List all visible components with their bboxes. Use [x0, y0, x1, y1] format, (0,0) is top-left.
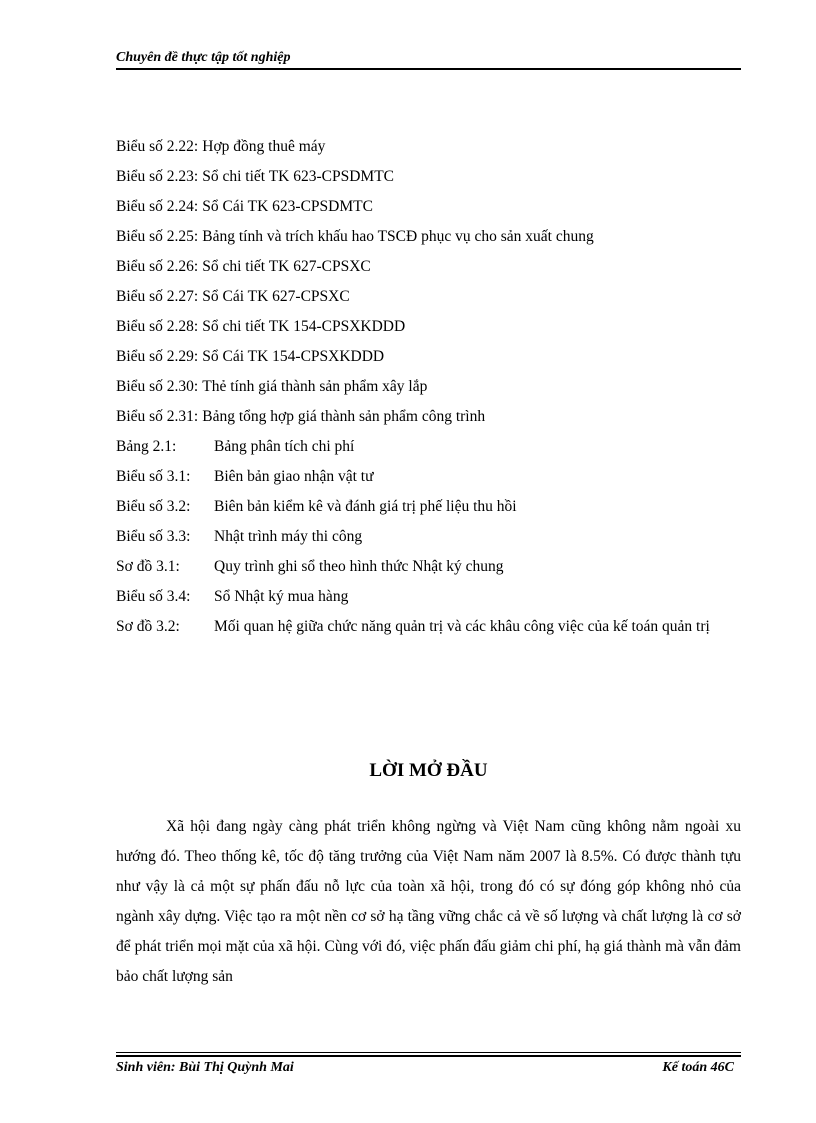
- list-item-text: Sổ chi tiết TK 154-CPSXKDDD: [202, 318, 406, 335]
- list-item-text: Bảng phân tích chi phí: [214, 438, 355, 455]
- list-item: [116, 372, 746, 402]
- footer-divider-thin: [116, 1052, 741, 1053]
- list-of-tables: [116, 132, 746, 642]
- list-item-text: Bảng tính và trích khấu hao TSCĐ phục vụ cho sản xuất chung: [202, 228, 594, 245]
- list-item: [116, 282, 746, 312]
- list-item-text: Sổ Nhật ký mua hàng: [214, 588, 349, 605]
- list-item-text: Sổ chi tiết TK 623-CPSDMTC: [202, 168, 395, 185]
- list-item: [116, 342, 746, 372]
- list-item-label: Sơ đồ 3.1:: [116, 558, 180, 575]
- list-item-text: Nhật trình máy thi công: [214, 528, 363, 545]
- list-item: [116, 462, 746, 492]
- list-item-text: Sổ Cái TK 623-CPSDMTC: [202, 198, 373, 215]
- footer-divider-thick: [116, 1055, 741, 1057]
- list-item: [116, 252, 746, 282]
- list-item: [116, 132, 746, 162]
- intro-paragraph: Xã hội đang ngày càng phát triển không ngừng và Việt Nam cũng không nằm ngoài xu hướng đó. Theo thống kê, tốc độ tăng trưởng của Việt Nam năm 2007 là 8.5%. Có được thành tựu như vậy là cả một sự phấn đấu nỗ lực của toàn xã hội, trong đó có sự đóng góp không nhỏ của ngành xây dựng. Việc tạo ra một nền cơ sở hạ tầng vững chắc cả về số lượng và chất lượng là cơ sở để phát triển mọi mặt của xã hội. Cùng với đó, việc phấn đấu giảm chi phí, hạ giá thành mà vẫn đảm bảo chất lượng sản: [116, 818, 741, 985]
- list-item-text: Sổ chi tiết TK 627-CPSXC: [202, 258, 371, 275]
- list-item-label: Biểu số 2.31:: [116, 408, 199, 425]
- list-item-label: Biểu số 3.2:: [116, 498, 191, 515]
- footer-class: Kế toán 46C: [662, 1060, 734, 1075]
- section-heading: LỜI MỞ ĐẦU: [369, 760, 488, 781]
- list-item: [116, 432, 746, 462]
- list-item-text: Mối quan hệ giữa chức năng quản trị và các khâu công việc của kế toán quản trị: [214, 618, 710, 635]
- list-item-text: Biên bản kiểm kê và đánh giá trị phế liệu thu hồi: [214, 498, 517, 515]
- list-item: [116, 582, 746, 612]
- list-item-text: Sổ Cái TK 627-CPSXC: [202, 288, 350, 305]
- list-item-label: Biểu số 2.23:: [116, 168, 199, 185]
- list-item-label: Bảng 2.1:: [116, 438, 177, 455]
- list-item-label: Biểu số 2.30:: [116, 378, 199, 395]
- list-item-text: Quy trình ghi sổ theo hình thức Nhật ký chung: [214, 558, 504, 575]
- list-item: [116, 192, 746, 222]
- list-item-label: Sơ đồ 3.2:: [116, 618, 180, 635]
- list-item-text: Biên bản giao nhận vật tư: [214, 468, 374, 485]
- list-item: [116, 522, 746, 552]
- list-item-label: Biểu số 2.29:: [116, 348, 199, 365]
- list-item-label: Biểu số 2.24:: [116, 198, 199, 215]
- header-title: Chuyên đề thực tập tốt nghiệp: [116, 50, 291, 65]
- list-item-label: Biểu số 2.28:: [116, 318, 199, 335]
- list-item: [116, 312, 746, 342]
- list-item-label: Biểu số 3.3:: [116, 528, 191, 545]
- list-item: [116, 402, 746, 432]
- list-item-label: Biểu số 2.26:: [116, 258, 199, 275]
- list-item-label: Biểu số 2.25:: [116, 228, 199, 245]
- list-item-text: Thẻ tính giá thành sản phẩm xây lắp: [202, 378, 428, 395]
- list-item-text: Sổ Cái TK 154-CPSXKDDD: [202, 348, 385, 365]
- list-item: [116, 552, 746, 582]
- list-item-label: Biểu số 2.27:: [116, 288, 199, 305]
- list-item: [116, 492, 746, 522]
- list-item: [116, 612, 746, 642]
- list-item: [116, 222, 746, 252]
- list-item-label: Biểu số 3.1:: [116, 468, 191, 485]
- list-item-text: Bảng tổng hợp giá thành sản phẩm công trình: [202, 408, 486, 425]
- page-header: [116, 48, 741, 70]
- footer-student-name: Sinh viên: Bùi Thị Quỳnh Mai: [116, 1060, 294, 1075]
- list-item: [116, 162, 746, 192]
- list-item-text: Hợp đồng thuê máy: [202, 138, 326, 155]
- list-item-label: Biểu số 3.4:: [116, 588, 191, 605]
- list-item-label: Biểu số 2.22:: [116, 138, 199, 155]
